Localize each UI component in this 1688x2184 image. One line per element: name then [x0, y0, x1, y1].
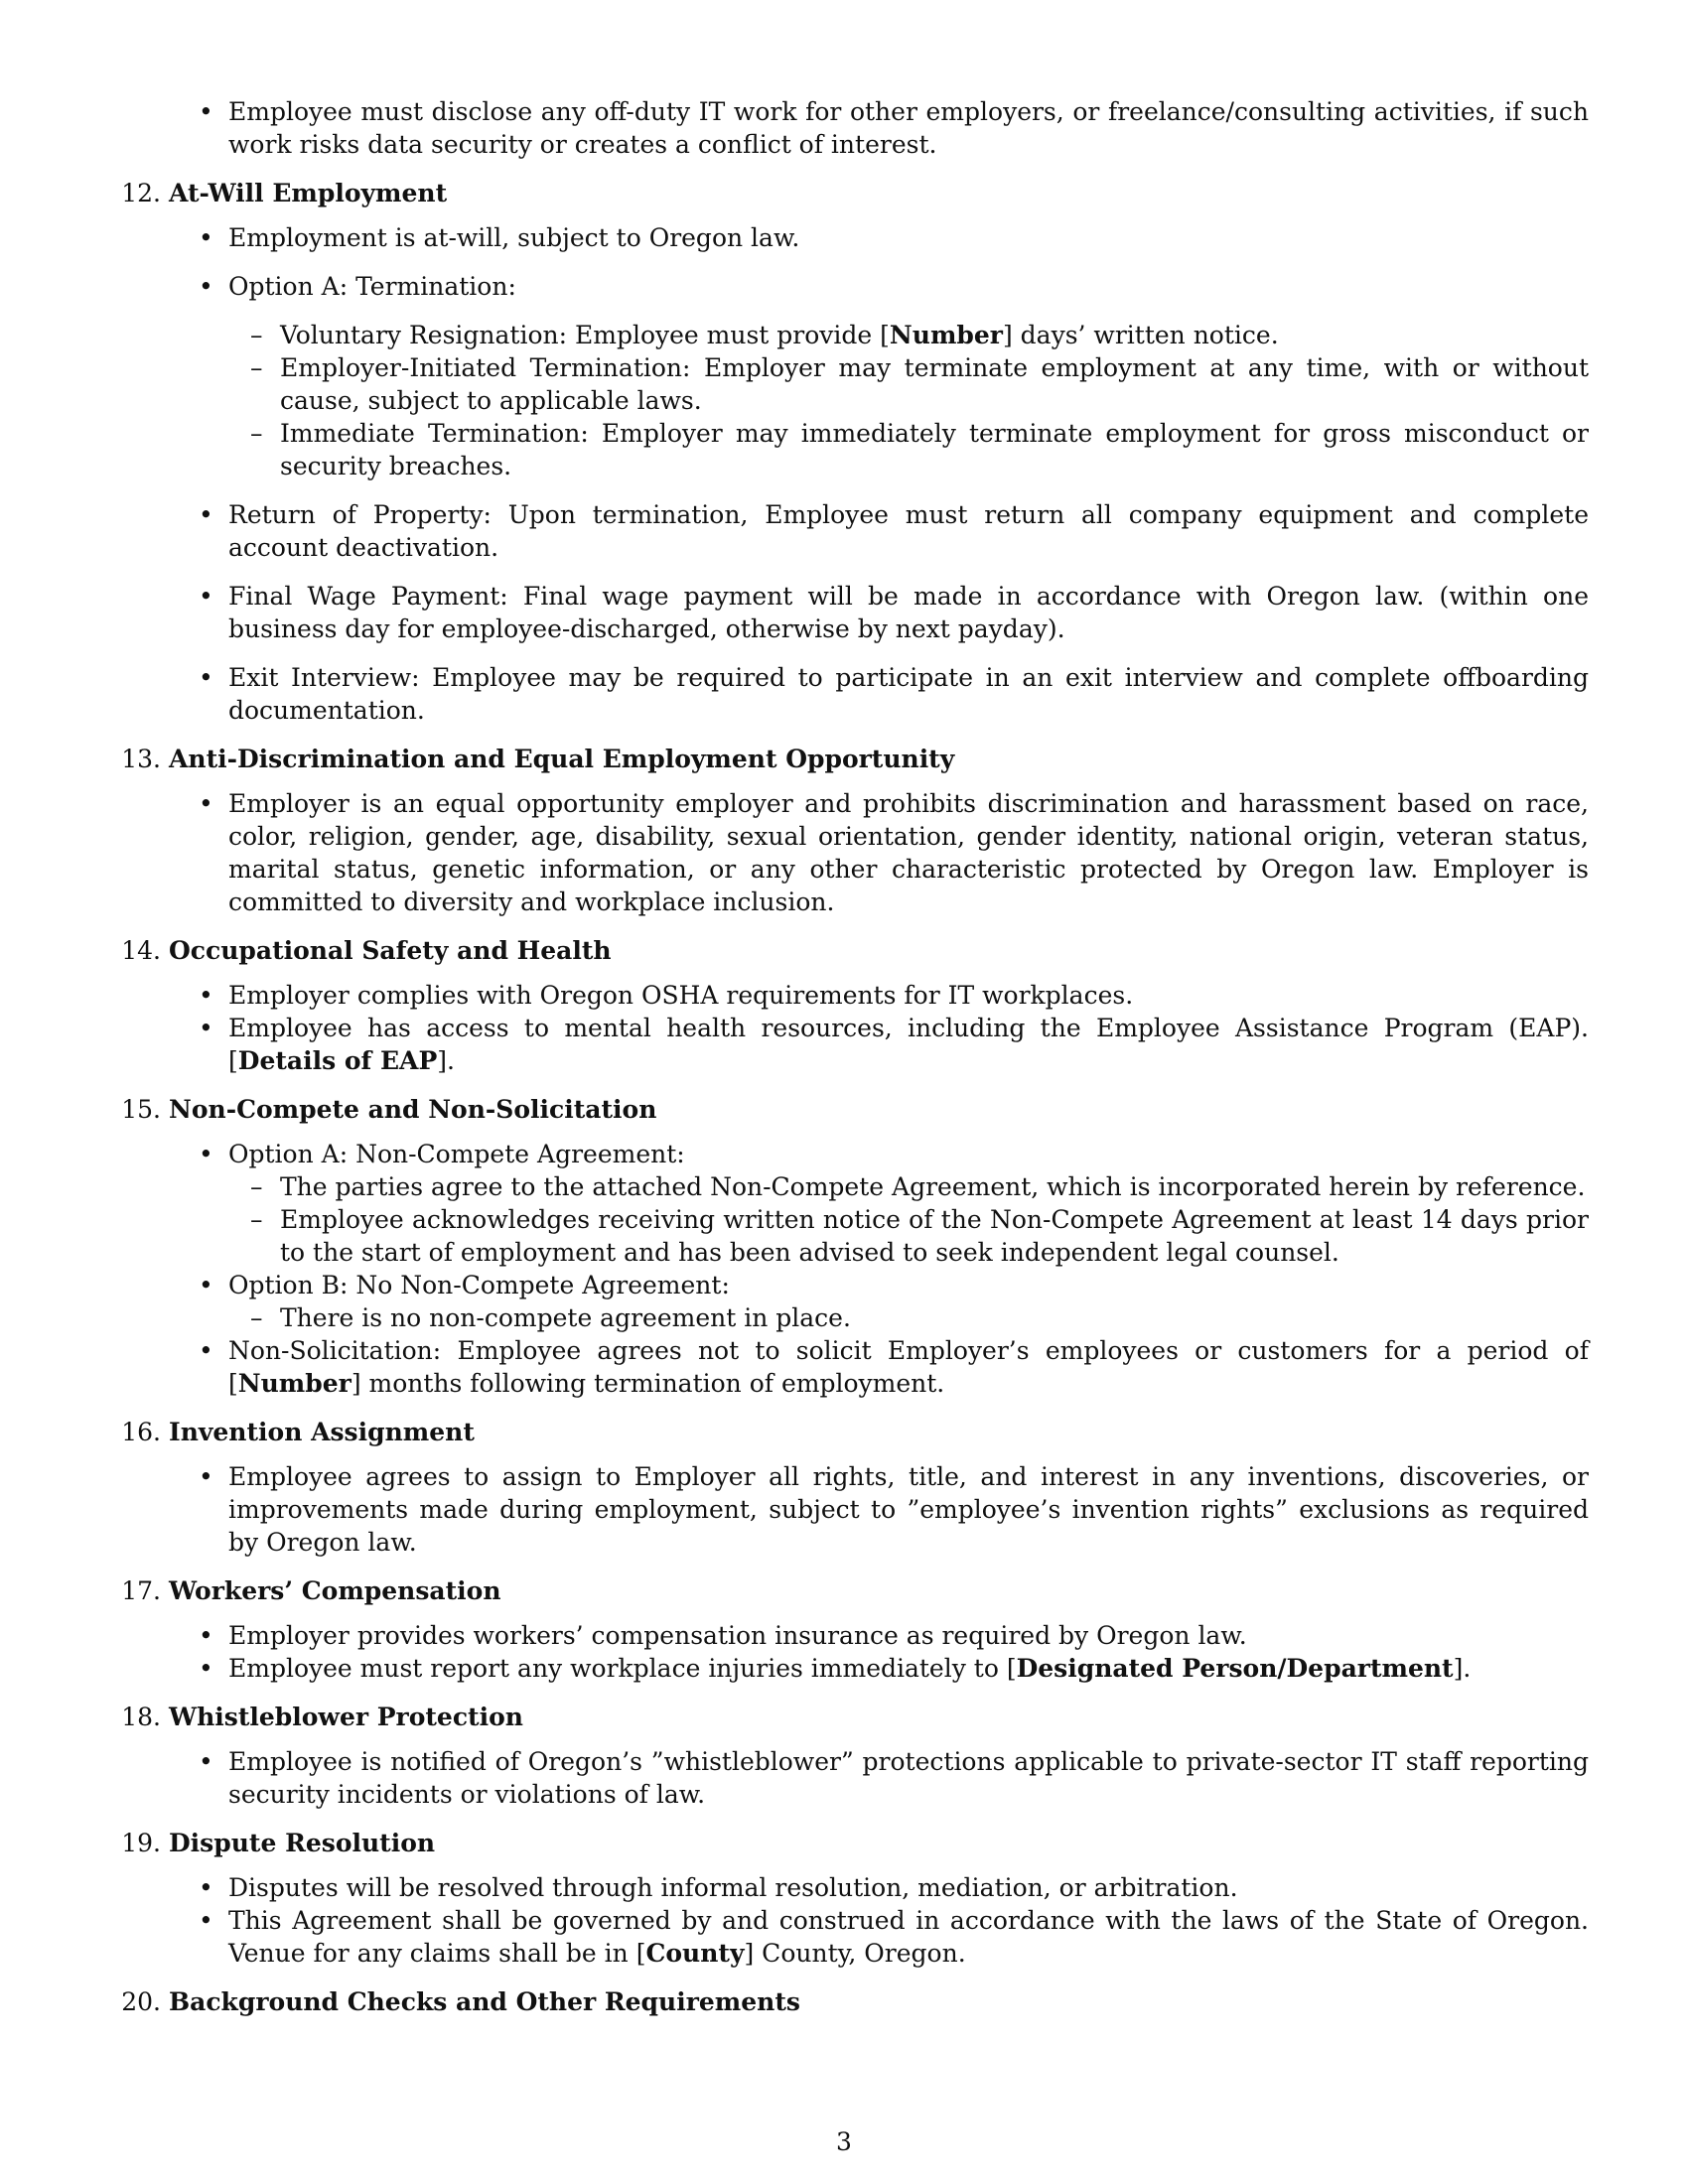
bullet-list — [169, 1460, 1589, 1559]
list-item — [169, 1138, 1589, 1269]
list-item: • Employee is notified of Oregon’s ”whistleblower” protections applicable to private-sector IT staff reporting security incidents or violations of law. — [169, 1745, 1589, 1811]
list-item-text: Option A: Termination: — [228, 272, 516, 301]
list-item — [169, 1904, 1589, 1970]
sub-list-item: – The parties agree to the attached Non-Compete Agreement, which is incorporated herein by reference. — [228, 1170, 1589, 1203]
section-16 — [115, 1416, 1589, 1559]
sub-list — [228, 1170, 1589, 1269]
section-title: Dispute Resolution — [169, 1829, 436, 1857]
section-number: 13. — [121, 745, 161, 773]
list-item: • Return of Property: Upon termination, Employee must return all company equipment and complete account deactivation. — [169, 498, 1589, 564]
list-item — [169, 270, 1589, 482]
section-20 — [115, 1985, 1589, 2018]
bullet-list — [169, 1871, 1589, 1970]
list-item: • Employer provides workers’ compensation insurance as required by Oregon law. — [169, 1619, 1589, 1652]
section-title: Non-Compete and Non-Solicitation — [169, 1095, 657, 1124]
placeholder-field: County — [645, 1939, 745, 1968]
section-14 — [115, 934, 1589, 1077]
list-item: • Employee agrees to assign to Employer all rights, title, and interest in any inventions, discoveries, or improvements made during employment, subject to ”employee’s invention rights” exclusions as required by Oregon law. — [169, 1460, 1589, 1559]
section-number: 14. — [121, 936, 161, 965]
bullet-list — [169, 1138, 1589, 1400]
bullet-list — [169, 1619, 1589, 1685]
section-17 — [115, 1574, 1589, 1685]
list-item — [169, 1334, 1589, 1400]
placeholder-field: Designated Person/Department — [1016, 1654, 1454, 1683]
section-number: 19. — [121, 1829, 161, 1857]
section-title: Anti-Discrimination and Equal Employment Opportunity — [169, 745, 955, 773]
section-13 — [115, 743, 1589, 918]
placeholder-field: Details of EAP — [237, 1046, 438, 1075]
section-number: 17. — [121, 1576, 161, 1605]
section-12 — [115, 177, 1589, 727]
section-number: 20. — [121, 1987, 161, 2016]
text: Employee must report any workplace injuries immediately to [ — [228, 1654, 1017, 1683]
sub-list-item — [228, 319, 1589, 351]
section-number: 16. — [121, 1418, 161, 1446]
bullet-list — [169, 787, 1589, 918]
list-item-text: Option A: Non-Compete Agreement: — [228, 1140, 685, 1168]
section-title: Workers’ Compensation — [169, 1576, 501, 1605]
section-title: Invention Assignment — [169, 1418, 475, 1446]
list-item: • Employment is at-will, subject to Oregon law. — [169, 221, 1589, 254]
list-item — [169, 1652, 1589, 1685]
text: ]. — [1453, 1654, 1472, 1683]
text: Voluntary Resignation: Employee must provide [ — [280, 321, 890, 349]
text: ]. — [437, 1046, 455, 1075]
intro-bullet-list — [115, 95, 1589, 161]
sub-list — [228, 1301, 1589, 1334]
sub-list-item: – Employee acknowledges receiving written notice of the Non-Compete Agreement at least 14 days prior to the start of employment and has been advised to seek independent legal counsel. — [228, 1203, 1589, 1269]
placeholder-field: Number — [237, 1369, 352, 1398]
section-title: At-Will Employment — [169, 179, 448, 207]
section-19 — [115, 1827, 1589, 1970]
list-item: • Employer is an equal opportunity employer and prohibits discrimination and harassment based on race, color, religion, gender, age, disability, sexual orientation, gender identity, national origin, veteran status, marital status, genetic information, or any other characteristic protected by Oregon law. Employer is committed to diversity and workplace inclusion. — [169, 787, 1589, 918]
section-title: Background Checks and Other Requirements — [169, 1987, 800, 2016]
list-item: • Final Wage Payment: Final wage payment will be made in accordance with Oregon law. (within one business day for employee-discharged, otherwise by next payday). — [169, 580, 1589, 645]
section-number: 15. — [121, 1095, 161, 1124]
sub-list — [228, 319, 1589, 482]
list-item: • Disputes will be resolved through informal resolution, mediation, or arbitration. — [169, 1871, 1589, 1904]
bullet-list — [169, 1745, 1589, 1811]
bullet-list — [169, 221, 1589, 727]
text: Non-Solicitation: Employee agrees not to solicit Employer’s employees or customers for a period of [ — [228, 1336, 1589, 1398]
list-item — [169, 1269, 1589, 1334]
sub-list-item: – Immediate Termination: Employer may immediately terminate employment for gross misconduct or security breaches. — [228, 417, 1589, 482]
text: ] County, Oregon. — [744, 1939, 966, 1968]
section-number: 12. — [121, 179, 161, 207]
list-item: • Exit Interview: Employee may be required to participate in an exit interview and complete offboarding documentation. — [169, 661, 1589, 727]
placeholder-field: Number — [889, 321, 1003, 349]
section-18 — [115, 1701, 1589, 1811]
text: This Agreement shall be governed by and construed in accordance with the laws of the State of Oregon. Venue for any claims shall be in [ — [228, 1906, 1589, 1968]
section-title: Whistleblower Protection — [169, 1703, 523, 1731]
text: ] days’ written notice. — [1002, 321, 1279, 349]
text: ] months following termination of employment. — [351, 1369, 945, 1398]
text: Employee has access to mental health resources, including the Employee Assistance Program (EAP). [ — [228, 1014, 1589, 1075]
page-number: 3 — [836, 2127, 852, 2156]
section-15 — [115, 1093, 1589, 1400]
list-item-text: Option B: No Non-Compete Agreement: — [228, 1271, 730, 1299]
bullet-list — [169, 979, 1589, 1077]
section-title: Occupational Safety and Health — [169, 936, 612, 965]
intro-bullet: • Employee must disclose any off-duty IT work for other employers, or freelance/consulting activities, if such work risks data security or creates a conflict of interest. — [169, 95, 1589, 161]
sub-list-item: – There is no non-compete agreement in place. — [228, 1301, 1589, 1334]
sub-list-item: – Employer-Initiated Termination: Employer may terminate employment at any time, with or without cause, subject to applicable laws. — [228, 351, 1589, 417]
document-body — [115, 95, 1589, 2034]
list-item: • Employer complies with Oregon OSHA requirements for IT workplaces. — [169, 979, 1589, 1012]
section-number: 18. — [121, 1703, 161, 1731]
list-item — [169, 1012, 1589, 1077]
